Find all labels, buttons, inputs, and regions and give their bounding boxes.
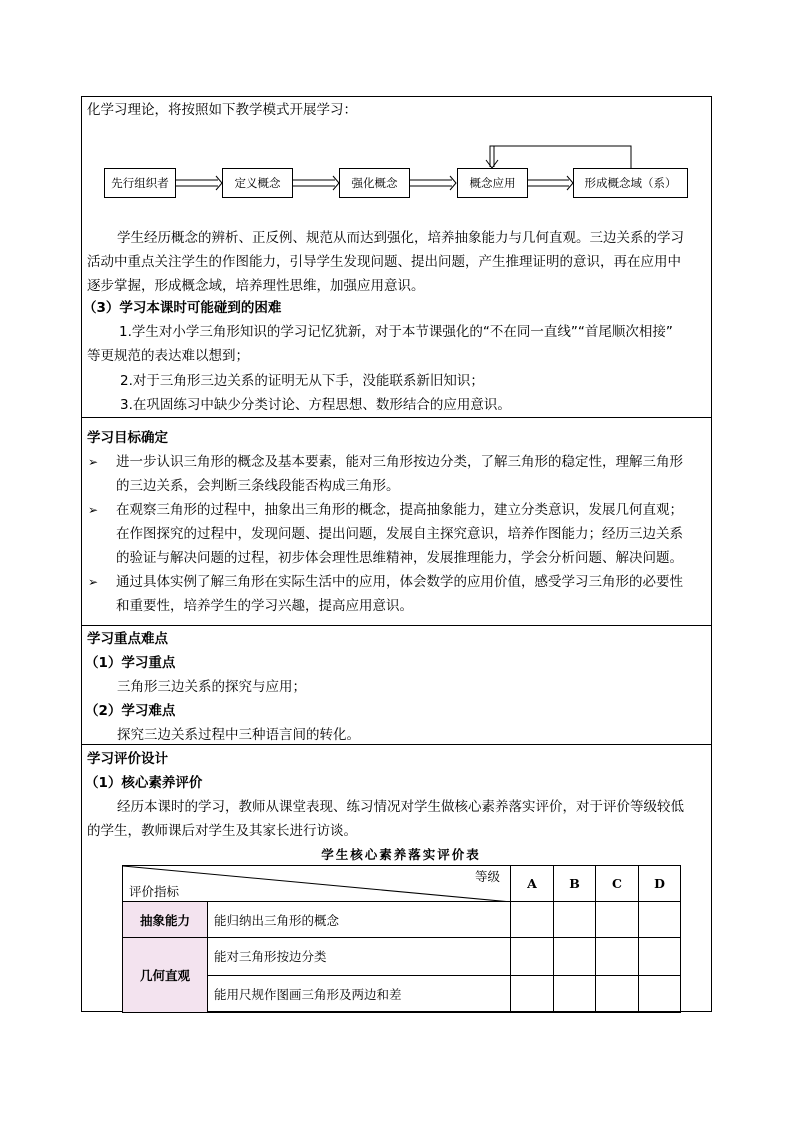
grade-header: B [554, 866, 596, 902]
evaluation-para-line: 的学生，教师课后对学生及其家长进行访谈。 [87, 823, 357, 839]
evaluation-table [122, 865, 681, 1013]
intro-line: 化学习理论，将按照如下教学模式开展学习： [87, 102, 357, 118]
bullet-icon: ➢ [88, 503, 99, 517]
grade-cell [554, 975, 596, 1013]
grade-cell [596, 902, 639, 938]
item-cell: 能归纳出三角形的概念 [208, 902, 511, 938]
objective-line: 的验证与解决问题的过程，初步体会理性思维精神，发展推理能力，学会分析问题、解决问题。 [116, 550, 683, 566]
grade-cell [639, 938, 681, 976]
objectives-heading: 学习目标确定 [87, 430, 168, 446]
grade-cell [639, 902, 681, 938]
flow-arrow [410, 180, 452, 186]
keypoints-text1: 三角形三边关系的探究与应用； [117, 679, 306, 695]
keypoints-heading: 学习重点难点 [87, 631, 168, 647]
keypoints-sub1: （1）学习重点 [85, 655, 176, 671]
objective-line: 的三边关系，会判断三条线段能否构成三角形。 [116, 478, 400, 494]
keypoints-sub2: （2）学习难点 [85, 703, 176, 719]
grade-header: A [511, 866, 554, 902]
difficulty-item: 1.学生对小学三角形知识的学习记忆犹新，对于本节课强化的“不在同一直线”“首尾顺次相接” [119, 324, 673, 340]
evaluation-heading: 学习评价设计 [87, 751, 168, 767]
para1-line: 逐步掌握，形成概念域，培养理性思维，加强应用意识。 [87, 278, 425, 294]
objective-line: 通过具体实例了解三角形在实际生活中的应用，体会数学的应用价值，感受学习三角形的必要性 [116, 574, 683, 590]
objective-line: 在作图探究的过程中，发现问题、提出问题，发展自主探究意识，培养作图能力；经历三边关系 [116, 526, 683, 542]
bullet-icon: ➢ [88, 575, 99, 589]
flow-arrow [528, 180, 569, 186]
objective-line: 在观察三角形的过程中，抽象出三角形的概念，提高抽象能力，建立分类意识，发展几何直观； [116, 502, 683, 518]
grade-cell [596, 975, 639, 1013]
flow-step: 先行组织者 [104, 168, 176, 198]
para1-line: 学生经历概念的辨析、正反例、规范从而达到强化，培养抽象能力与几何直观。三边关系的学习 [117, 230, 684, 246]
section-divider [81, 744, 712, 745]
item-cell: 能用尺规作图画三角形及两边和差 [208, 975, 511, 1013]
evaluation-sub1: （1）核心素养评价 [85, 775, 203, 791]
header-indicator-label: 评价指标 [129, 884, 180, 899]
difficulty-item: 3.在巩固练习中缺少分类讨论、方程思想、数形结合的应用意识。 [120, 397, 511, 413]
grade-cell [511, 975, 554, 1013]
difficulty-heading: （3）学习本课时可能碰到的困难 [83, 300, 282, 316]
objective-line: 进一步认识三角形的概念及基本要素，能对三角形按边分类，了解三角形的稳定性，理解三角形 [116, 454, 683, 470]
table-row [123, 902, 681, 938]
grade-header: C [596, 866, 639, 902]
difficulty-item: 2.对于三角形三边关系的证明无从下手，没能联系新旧知识； [120, 373, 484, 389]
section-divider [81, 417, 712, 418]
objective-line: 和重要性，培养学生的学习兴趣，提高应用意识。 [116, 598, 413, 614]
feedback-arrow [490, 146, 631, 169]
grade-cell [596, 938, 639, 976]
diagonal-header-cell [123, 866, 511, 902]
flow-arrow [293, 180, 335, 186]
grade-cell [511, 938, 554, 976]
flow-step: 定义概念 [222, 168, 293, 198]
flow-arrow [176, 180, 218, 186]
grade-cell [639, 975, 681, 1013]
table-title: 学生核心素养落实评价表 [321, 847, 481, 862]
category-cell: 抽象能力 [123, 902, 208, 938]
category-cell: 几何直观 [123, 938, 208, 1013]
grade-cell [511, 902, 554, 938]
table-header-row [123, 866, 681, 902]
diagonal-line [123, 866, 511, 902]
flow-step: 强化概念 [339, 168, 410, 198]
grade-cell [554, 938, 596, 976]
difficulty-item: 等更规范的表达难以想到； [87, 348, 249, 364]
keypoints-text2: 探究三边关系过程中三种语言间的转化。 [117, 727, 360, 743]
para1-line: 活动中重点关注学生的作图能力，引导学生发现问题、提出问题，产生推理证明的意识，再在应用中 [87, 254, 681, 270]
section-divider [81, 625, 712, 626]
grade-header: D [639, 866, 681, 902]
grade-cell [554, 902, 596, 938]
bullet-icon: ➢ [88, 455, 99, 469]
item-cell: 能对三角形按边分类 [208, 938, 511, 976]
flow-step: 形成概念域（系） [573, 168, 688, 198]
table-row [123, 938, 681, 976]
header-grade-label: 等级 [474, 869, 500, 884]
evaluation-para-line: 经历本课时的学习，教师从课堂表现、练习情况对学生做核心素养落实评价，对于评价等级较低 [117, 799, 684, 815]
flow-step: 概念应用 [457, 168, 528, 198]
